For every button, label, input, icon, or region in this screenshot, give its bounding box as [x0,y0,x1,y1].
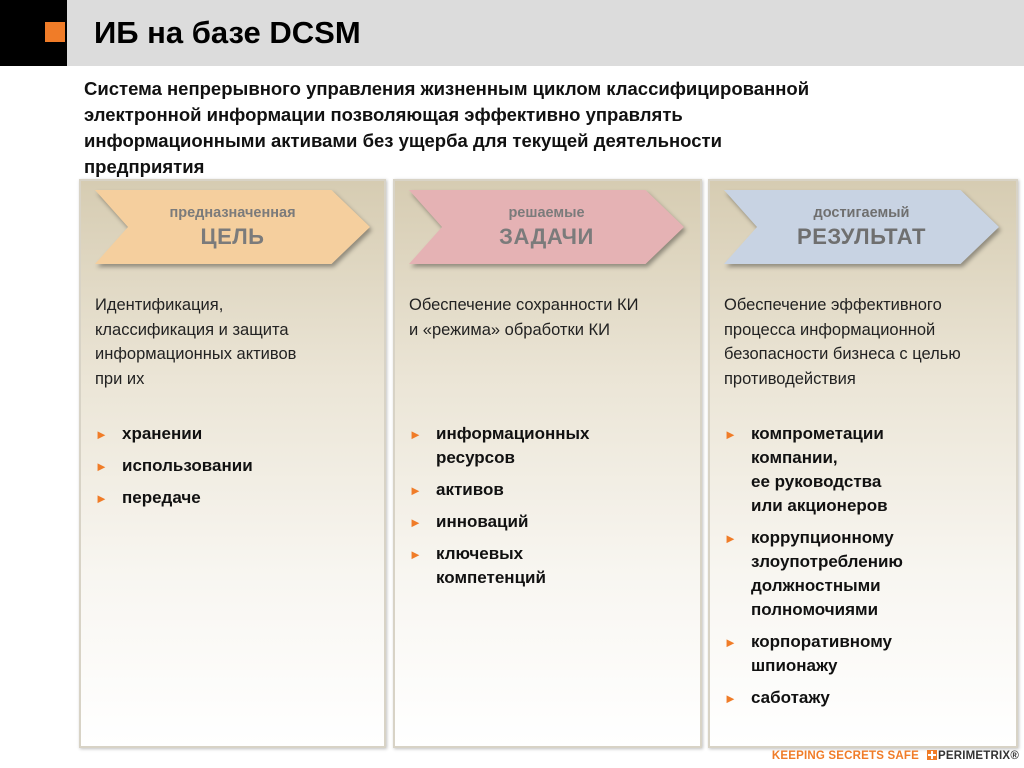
bullet-list [409,422,699,598]
chevron-title: РЕЗУЛЬТАТ [797,224,926,249]
description-line: Идентификация, [95,296,224,314]
list-item [95,422,385,446]
list-item-line: использовании [122,456,253,475]
chevron-subtitle: достигаемый [813,205,910,221]
description-line: Обеспечение эффективного [724,296,942,314]
list-item-line: компрометации [751,424,884,443]
intro-text [84,76,1004,180]
list-item-line: передаче [122,488,201,507]
list-item-line: хранении [122,424,203,443]
column-description [95,293,385,391]
list-item-line: ее руководства [751,472,882,491]
list-item [409,542,699,590]
triangle-bullet-icon: ► [409,427,422,442]
column-description [724,293,1014,391]
description-line: и «режима» обработки КИ [409,320,610,339]
chevron-subtitle: решаемые [508,205,585,221]
list-item [409,478,699,502]
list-item [724,686,1014,710]
triangle-bullet-icon: ► [724,531,737,546]
list-item-line: компетенций [436,568,546,587]
result-chevron [724,190,999,264]
list-item-line: компании, [751,448,838,467]
chevron-subtitle: предназначенная [169,205,296,221]
description-line: при их [95,369,145,388]
triangle-bullet-icon: ► [409,515,422,530]
column-description [409,293,699,342]
trademark-symbol: ® [1010,750,1019,762]
chevron-title: ЦЕЛЬ [200,224,265,249]
triangle-bullet-icon: ► [95,427,108,442]
list-item-line: или акционеров [751,496,888,515]
goal-chevron [95,190,370,264]
intro-line: информационными активами без ущерба для текущей деятельности [84,130,722,151]
triangle-bullet-icon: ► [95,491,108,506]
list-item-line: активов [436,480,504,499]
orange-square-icon [45,22,65,42]
list-item [409,510,699,534]
list-item [724,422,1014,518]
list-item [95,454,385,478]
list-item-line: инноваций [436,512,529,531]
list-item-line: корпоративному [751,632,893,651]
perimetrix-logo-icon [927,750,937,760]
chevron-title: ЗАДАЧИ [499,224,594,249]
footer-slogan: KEEPING SECRETS SAFE [771,750,920,762]
list-item [95,486,385,510]
description-line: процесса информационной [724,320,936,339]
list-item [724,526,1014,622]
intro-line: предприятия [84,156,205,177]
title-bar [0,0,1024,66]
description-line: безопасности бизнеса с целью [724,345,961,363]
list-item-line: коррупционному [751,528,894,547]
bullet-list [95,422,385,518]
triangle-bullet-icon: ► [409,483,422,498]
footer-brand: PERIMETRIX [938,750,1011,762]
column-goal [79,179,386,748]
column-result [708,179,1018,748]
description-line: Обеспечение сохранности КИ [409,296,639,314]
list-item [724,630,1014,678]
triangle-bullet-icon: ► [724,691,737,706]
footer-branding [772,746,1019,768]
description-line: информационных активов [95,345,297,363]
list-item-line: саботажу [751,688,830,707]
list-item [409,422,699,470]
description-line: классификация и защита [95,320,289,339]
triangle-bullet-icon: ► [724,427,737,442]
list-item-line: полномочиями [751,600,879,619]
intro-line: Система непрерывного управления жизненным циклом классифицированной [84,78,810,99]
triangle-bullet-icon: ► [409,547,422,562]
list-item-line: должностными [751,576,881,595]
description-line: противодействия [724,369,856,388]
column-tasks [393,179,702,748]
triangle-bullet-icon: ► [95,459,108,474]
intro-line: электронной информации позволяющая эффективно управлять [84,104,683,125]
list-item-line: ключевых [436,544,524,563]
bullet-list [724,422,1014,718]
list-item-line: ресурсов [436,448,515,467]
triangle-bullet-icon: ► [724,635,737,650]
list-item-line: информационных [436,424,590,443]
tasks-chevron [409,190,684,264]
page-title: ИБ на базе DCSM [94,15,361,50]
list-item-line: шпионажу [751,656,838,675]
list-item-line: злоупотреблению [751,552,903,571]
